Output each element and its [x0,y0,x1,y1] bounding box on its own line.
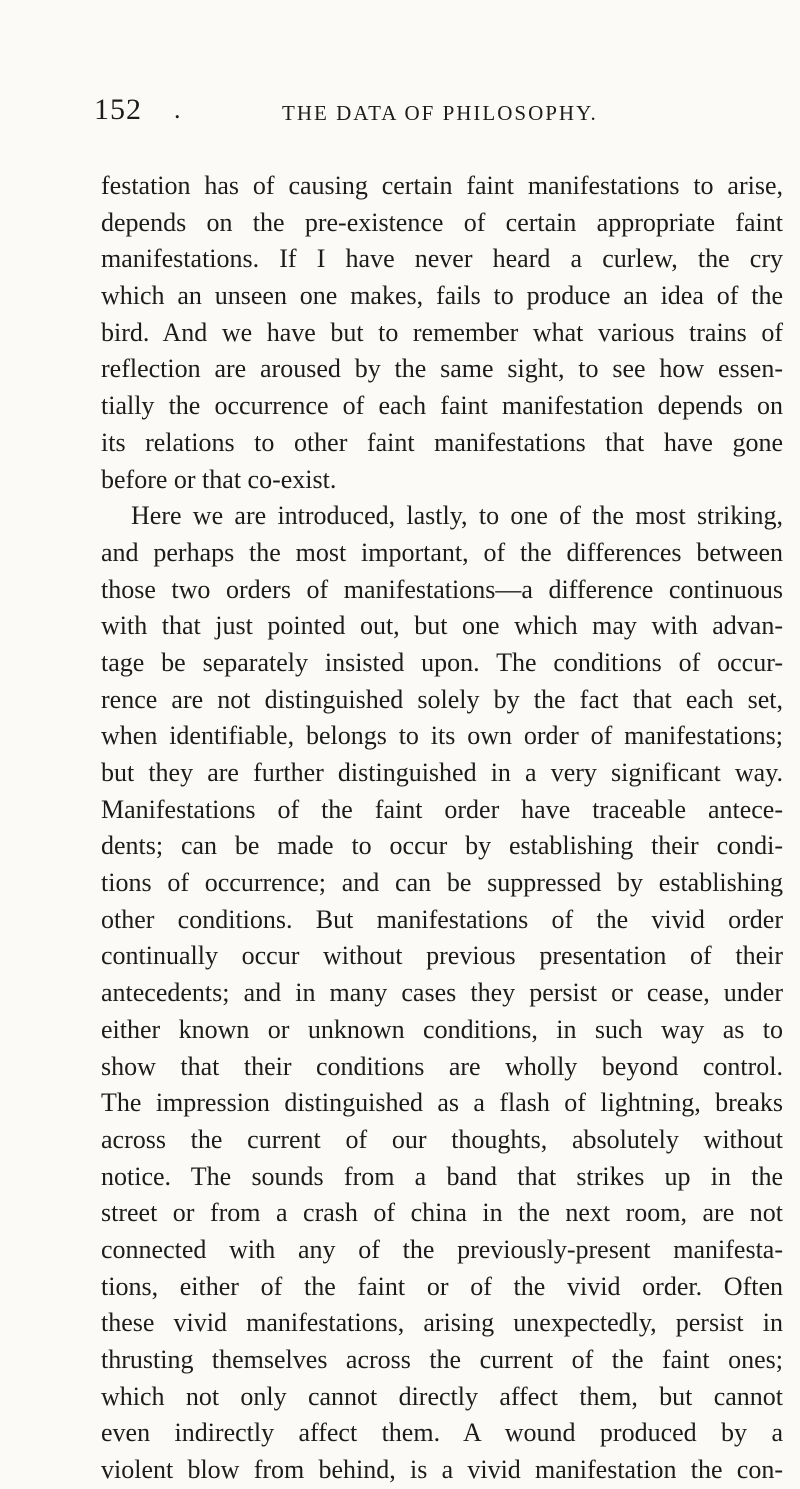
text-line: and perhaps the most important, of the differences between [101,537,783,567]
text-line: which an unseen one makes, fails to produce an idea of the [101,281,783,311]
paragraph-start-line: Here we are introduced, lastly, to one of the most striking, [131,501,783,531]
running-title: THE DATA OF PHILOSOPHY. [282,101,598,125]
text-line: across the current of our thoughts, absolutely without [101,1124,783,1154]
text-line: dents; can be made to occur by establishing their condi- [101,831,783,861]
text-line: The impression distinguished as a flash of lightning, breaks [101,1088,783,1118]
text-line: tions, either of the faint or of the vivid order. Often [101,1271,783,1301]
text-line: its relations to other faint manifestations that have gone [101,427,783,457]
text-line: these vivid manifestations, arising unexpectedly, persist in [101,1308,783,1338]
page-number: 152 [94,93,142,126]
text-line: connected with any of the previously-present manifesta- [101,1234,783,1264]
text-line: street or from a crash of china in the next room, are not [101,1198,783,1228]
text-line: but they are further distinguished in a very significant way. [101,758,783,787]
text-line: tions of occurrence; and can be suppressed by establishing [101,868,783,898]
text-line: rence are not distinguished solely by the fact that each set, [101,684,783,714]
text-line: manifestations. If I have never heard a curlew, the cry [101,244,783,274]
text-line: notice. The sounds from a band that strikes up in the [101,1161,783,1191]
text-line: tage be separately insisted upon. The conditions of occur- [101,647,783,677]
running-head-separator: . [174,95,181,124]
body-text [101,168,783,1489]
text-line: when identifiable, belongs to its own order of manifestations; [101,721,783,751]
text-line: show that their conditions are wholly beyond control. [101,1051,783,1081]
text-line: violent blow from behind, is a vivid manifestation the con- [101,1455,783,1485]
text-line: tially the occurrence of each faint manifestation depends on [101,391,783,421]
paragraph-end-line: before or that co-exist. [101,464,337,494]
text-line: Manifestations of the faint order have traceable antece- [101,794,783,824]
text-line: which not only cannot directly affect them, but cannot [101,1381,783,1411]
text-line: even indirectly affect them. A wound produced by a [101,1418,783,1448]
text-line: antecedents; and in many cases they persist or cease, under [101,978,783,1008]
text-line: either known or unknown conditions, in such way as to [101,1014,783,1044]
text-line: bird. And we have but to remember what various trains of [101,317,783,347]
text-line: festation has of causing certain faint manifestations to arise, [101,171,783,200]
text-line: those two orders of manifestations—a difference continuous [101,574,783,604]
text-line: thrusting themselves across the current of the faint ones; [101,1345,783,1374]
text-line: with that just pointed out, but one which may with advan- [101,611,783,641]
text-line: other conditions. But manifestations of the vivid order [101,904,783,934]
running-head [94,90,784,130]
text-line: depends on the pre-existence of certain appropriate faint [101,207,783,237]
text-line: continually occur without previous presentation of their [101,941,783,971]
text-line: reflection are aroused by the same sight, to see how essen- [101,354,783,384]
